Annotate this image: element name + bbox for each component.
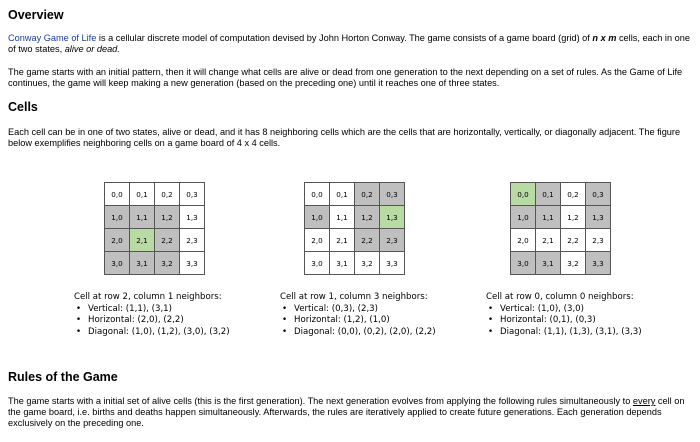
neighbor-cell: 0,3 (380, 183, 405, 206)
neighbor-cell: 3,3 (586, 252, 611, 275)
cells-paragraph: Each cell can be in one of two states, alive or dead, and it has 8 neighboring cells which are the cells that are horizontally, vertically, or diagonally adjacent. The figure below exemplifies neighboring cells on a game board of 4 x 4 cells. (8, 127, 681, 149)
caption-title: Cell at row 2, column 1 neighbors: (74, 292, 222, 302)
figure-3-caption (486, 292, 642, 338)
rules-text-b: cell on the game board, i.e. births and deaths happen simultaneously. Afterwards, the rules are iteratively applied to create future generations. Each generation depends exclusively on the preceding one. (8, 396, 685, 429)
neighbor-cell: 2,0 (105, 229, 130, 252)
overview-text-a: is a cellular discrete model of computation devised by John Horton Conway. The game consists of a game board (grid) of (96, 33, 593, 43)
neighbor-cell: 2,2 (155, 229, 180, 252)
board-figure-1 (104, 182, 205, 275)
neighbor-cell: 1,1 (536, 206, 561, 229)
list-item: • Horizontal: (2,0), (2,2) (74, 315, 230, 327)
neighbor-cell: 3,0 (511, 252, 536, 275)
caption-title: Cell at row 1, column 3 neighbors: (280, 292, 428, 302)
neighbor-cell: 1,1 (130, 206, 155, 229)
neighbor-cell: 1,2 (355, 206, 380, 229)
cell: 3,2 (561, 252, 586, 275)
overview-text-b: cells, each in one of two states, (8, 33, 690, 55)
alive-cell: 2,1 (130, 229, 155, 252)
overview-states: alive or dead. (64, 44, 120, 55)
neighbor-list (280, 304, 436, 339)
list-item: • Diagonal: (1,1), (1,3), (3,1), (3,3) (486, 327, 642, 339)
neighbor-cell: 1,3 (586, 206, 611, 229)
cell: 2,3 (180, 229, 205, 252)
cells-heading: Cells (8, 100, 38, 114)
cell: 2,0 (305, 229, 330, 252)
cell: 0,0 (105, 183, 130, 206)
cell: 0,1 (130, 183, 155, 206)
cell: 1,1 (330, 206, 355, 229)
board-figure-2 (304, 182, 405, 275)
list-item: • Horizontal: (0,1), (0,3) (486, 315, 642, 327)
cell: 3,0 (305, 252, 330, 275)
neighbor-cell: 1,0 (305, 206, 330, 229)
overview-heading: Overview (8, 8, 64, 22)
neighbor-cell: 1,0 (511, 206, 536, 229)
neighbor-cell: 3,1 (130, 252, 155, 275)
neighbor-cell: 0,2 (355, 183, 380, 206)
cell: 0,1 (330, 183, 355, 206)
figure-1-caption (74, 292, 230, 338)
cell: 0,2 (561, 183, 586, 206)
list-item: • Vertical: (1,0), (3,0) (486, 304, 642, 316)
neighbor-cell: 1,2 (155, 206, 180, 229)
list-item: • Vertical: (1,1), (3,1) (74, 304, 230, 316)
cell: 3,2 (355, 252, 380, 275)
overview-paragraph-2: The game starts with an initial pattern, then it will change what cells are alive or dead from one generation to the next depending on a set of rules. As the Game of Life continues, the game will keep making a new generation (based on the preceding one) until it reaches one of three states. (8, 67, 683, 89)
cell: 2,0 (511, 229, 536, 252)
neighbor-cell: 0,3 (586, 183, 611, 206)
neighbor-cell: 3,2 (155, 252, 180, 275)
list-item: • Diagonal: (1,0), (1,2), (3,0), (3,2) (74, 327, 230, 339)
cell: 1,2 (561, 206, 586, 229)
cell: 0,3 (180, 183, 205, 206)
list-item: • Vertical: (0,3), (2,3) (280, 304, 436, 316)
cell: 2,1 (536, 229, 561, 252)
alive-cell: 1,3 (380, 206, 405, 229)
game-of-life-link[interactable]: Conway Game of Life (8, 33, 97, 43)
neighbor-cell: 2,3 (380, 229, 405, 252)
neighbor-cell: 3,1 (536, 252, 561, 275)
overview-nxm: n x m (592, 33, 617, 43)
rules-every: every (632, 396, 656, 406)
caption-title: Cell at row 0, column 0 neighbors: (486, 292, 634, 302)
list-item: • Horizontal: (1,2), (1,0) (280, 315, 436, 327)
neighbor-list (486, 304, 642, 339)
cell: 3,1 (330, 252, 355, 275)
neighbor-cell: 0,1 (536, 183, 561, 206)
cell: 0,0 (305, 183, 330, 206)
cell: 3,3 (380, 252, 405, 275)
rules-text-a: The game starts with a initial set of alive cells (this is the first generation). The next generation evolves from applying the following rules simultaneously to (8, 396, 633, 406)
cell: 0,2 (155, 183, 180, 206)
list-item: • Diagonal: (0,0), (0,2), (2,0), (2,2) (280, 327, 436, 339)
neighbor-cell: 1,0 (105, 206, 130, 229)
alive-cell: 0,0 (511, 183, 536, 206)
cell: 2,3 (586, 229, 611, 252)
overview-paragraph-1 (8, 33, 696, 55)
figure-2-caption (280, 292, 436, 338)
rules-heading: Rules of the Game (8, 370, 118, 384)
cell: 2,1 (330, 229, 355, 252)
cell: 3,3 (180, 252, 205, 275)
cell: 2,2 (561, 229, 586, 252)
rules-paragraph (8, 396, 696, 430)
board-figure-3 (510, 182, 611, 275)
neighbor-cell: 2,2 (355, 229, 380, 252)
neighbor-cell: 3,0 (105, 252, 130, 275)
neighbor-list (74, 304, 230, 339)
cell: 1,3 (180, 206, 205, 229)
